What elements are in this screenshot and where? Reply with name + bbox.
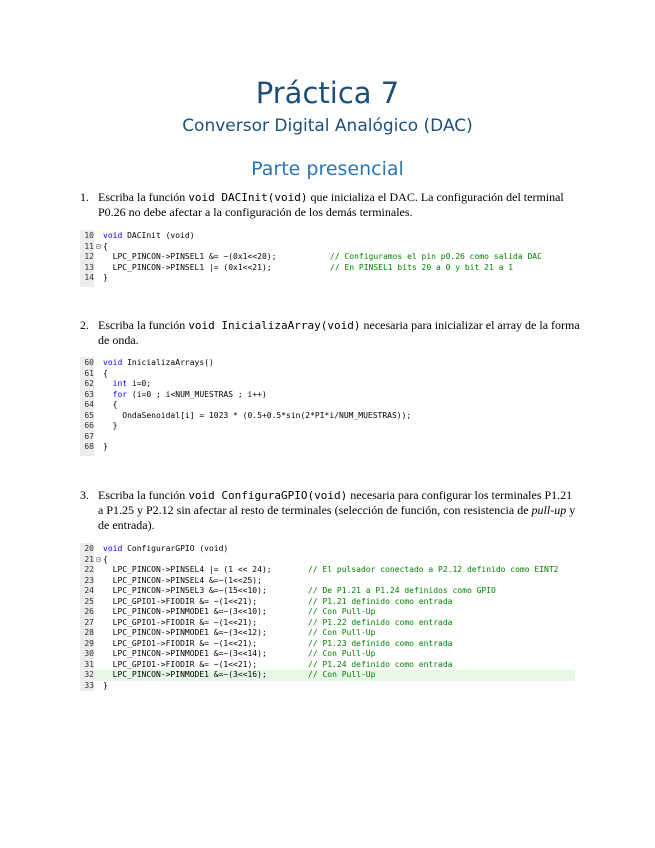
code-text: LPC_PINCON->PINMODE1 &=~(3<<16); xyxy=(103,670,267,679)
code-comment: // Con Pull-Up xyxy=(308,649,376,658)
line-number: 10 xyxy=(80,231,94,242)
line-number: 61 xyxy=(80,369,94,380)
code-text: { xyxy=(103,400,118,409)
question-number: 1. xyxy=(80,190,89,204)
code-text: LPC_PINCON->PINSEL4 &=~(1<<25); xyxy=(103,575,262,585)
question-2 xyxy=(80,318,580,348)
line-number: 30 xyxy=(80,649,94,660)
code-text: } xyxy=(103,442,108,451)
code-comment: // El pulsador conectado a P2.12 definido como EINT2 xyxy=(308,565,559,574)
page-subtitle: Conversor Digital Analógico (DAC) xyxy=(182,116,473,136)
code-line xyxy=(80,432,575,443)
code-text: void InicializaArrays() xyxy=(103,358,214,367)
code-text: LPC_PINCON->PINMODE1 &=~(3<<10); xyxy=(103,607,267,616)
line-number: 63 xyxy=(80,390,94,401)
code-text: LPC_PINCON->PINSEL3 &=~(15<<10); xyxy=(103,586,267,595)
line-number: 31 xyxy=(80,660,94,671)
line-number: 66 xyxy=(80,421,94,432)
code-comment: // Con Pull-Up xyxy=(308,628,376,637)
code-comment: // En PINSEL1 bits 20 a 0 y bit 21 a 1 xyxy=(330,262,514,272)
code-line xyxy=(80,252,575,263)
line-number: 33 xyxy=(80,681,94,692)
code-block-inicializa xyxy=(80,358,575,453)
code-text: LPC_GPIO1->FIODIR &= ~(1<<21); xyxy=(103,659,258,669)
code-line xyxy=(80,544,575,555)
line-number: 67 xyxy=(80,432,94,443)
code-comment: // De P1.21 a P1.24 definidos como GPIO xyxy=(308,586,496,595)
code-text: LPC_GPIO1->FIODIR &= ~(1<<21); xyxy=(103,596,258,606)
question-text: Escriba la función void InicializaArray(void) necesaria para inicializar el array de la forma de onda. xyxy=(98,318,580,347)
code-text: LPC_PINCON->PINMODE1 &=~(3<<14); xyxy=(103,649,267,658)
code-line xyxy=(80,263,575,274)
code-text: LPC_PINCON->PINMODE1 &=~(3<<12); xyxy=(103,628,267,637)
fold-toggle-icon[interactable]: ⊟ xyxy=(96,554,101,564)
code-line xyxy=(80,628,575,639)
code-line xyxy=(80,358,575,369)
line-number: 14 xyxy=(80,273,94,284)
code-comment: // Con Pull-Up xyxy=(308,607,376,616)
line-number: 32 xyxy=(80,670,94,681)
code-text: LPC_PINCON->PINSEL1 |= (0x1<<21); xyxy=(103,262,272,272)
code-line xyxy=(80,618,575,629)
line-number: 21 xyxy=(80,555,94,566)
question-1 xyxy=(80,190,580,220)
code-line xyxy=(80,555,575,566)
code-text: void DACInit (void) xyxy=(103,231,195,240)
line-number: 11 xyxy=(80,242,94,253)
code-text: LPC_PINCON->PINSEL4 |= (1 << 24); xyxy=(103,565,272,574)
line-number: 60 xyxy=(80,358,94,369)
code-line xyxy=(80,390,575,401)
code-text: { xyxy=(103,554,108,564)
line-number: 64 xyxy=(80,400,94,411)
code-line xyxy=(80,231,575,242)
code-line xyxy=(80,565,575,576)
code-text: LPC_GPIO1->FIODIR &= ~(1<<21); xyxy=(103,638,258,648)
code-line xyxy=(80,681,575,692)
page-title: Práctica 7 xyxy=(255,76,400,110)
code-line xyxy=(80,442,575,453)
code-comment: // P1.24 definido como entrada xyxy=(308,659,453,669)
section-heading: Parte presencial xyxy=(251,158,404,180)
line-number: 62 xyxy=(80,379,94,390)
line-number: 24 xyxy=(80,586,94,597)
question-number: 3. xyxy=(80,488,89,502)
code-block-configuragpio xyxy=(80,544,575,691)
code-line xyxy=(80,597,575,608)
code-text: void ConfigurarGPIO (void) xyxy=(103,544,229,553)
code-line xyxy=(80,649,575,660)
code-line xyxy=(80,586,575,597)
fold-toggle-icon[interactable]: ⊟ xyxy=(96,241,101,251)
code-comment: // Configuramos el pin p0.26 como salida DAC xyxy=(330,252,542,261)
question-text: Escriba la función void ConfiguraGPIO(void) necesaria para configurar los terminales P1.21 a P1.25 y P2.12 sin afectar al resto de terminales (selección de función, con resistencia de pull-up y de entrada). xyxy=(98,488,576,532)
code-text: } xyxy=(103,273,108,282)
question-number: 2. xyxy=(80,318,89,332)
line-number: 25 xyxy=(80,597,94,608)
code-text: { xyxy=(103,368,108,378)
line-number: 28 xyxy=(80,628,94,639)
code-line xyxy=(80,379,575,390)
line-number: 23 xyxy=(80,576,94,587)
line-number: 65 xyxy=(80,411,94,422)
code-line xyxy=(80,576,575,587)
line-number: 26 xyxy=(80,607,94,618)
code-text: } xyxy=(103,680,108,690)
code-line xyxy=(80,607,575,618)
code-line xyxy=(80,369,575,380)
code-block-dacinit xyxy=(80,231,575,284)
line-number: 68 xyxy=(80,442,94,453)
line-number: 13 xyxy=(80,263,94,274)
code-text: int i=0; xyxy=(112,379,152,388)
line-number: 22 xyxy=(80,565,94,576)
code-text: for (i=0 ; i<NUM_MUESTRAS ; i++) xyxy=(112,389,267,399)
code-line xyxy=(80,670,575,681)
line-number: 29 xyxy=(80,639,94,650)
code-text: OndaSenoidal[i] = 1023 * (0.5+0.5*sin(2*PI*i/NUM_MUESTRAS)); xyxy=(103,410,412,420)
code-comment: // P1.22 definido como entrada xyxy=(308,617,453,627)
code-line xyxy=(80,273,575,284)
line-number: 20 xyxy=(80,544,94,555)
code-line xyxy=(80,639,575,650)
code-text: LPC_PINCON->PINSEL1 &= ~(0x1<<20); xyxy=(103,252,277,261)
line-number: 27 xyxy=(80,618,94,629)
code-line xyxy=(80,411,575,422)
code-comment: // P1.23 definido como entrada xyxy=(308,638,453,648)
line-number: 12 xyxy=(80,252,94,263)
code-text: { xyxy=(103,241,108,251)
code-line xyxy=(80,660,575,671)
code-text: } xyxy=(103,421,118,430)
question-3 xyxy=(80,488,580,533)
code-line xyxy=(80,421,575,432)
code-line xyxy=(80,242,575,253)
code-comment: // Con Pull-Up xyxy=(308,670,376,679)
question-text: Escriba la función void DACInit(void) que inicializa el DAC. La configuración del terminal P0.26 no debe afectar a la configuración de los demás terminales. xyxy=(98,190,564,219)
code-line xyxy=(80,400,575,411)
code-comment: // P1.21 definido como entrada xyxy=(308,596,453,606)
code-text: LPC_GPIO1->FIODIR &= ~(1<<21); xyxy=(103,617,258,627)
